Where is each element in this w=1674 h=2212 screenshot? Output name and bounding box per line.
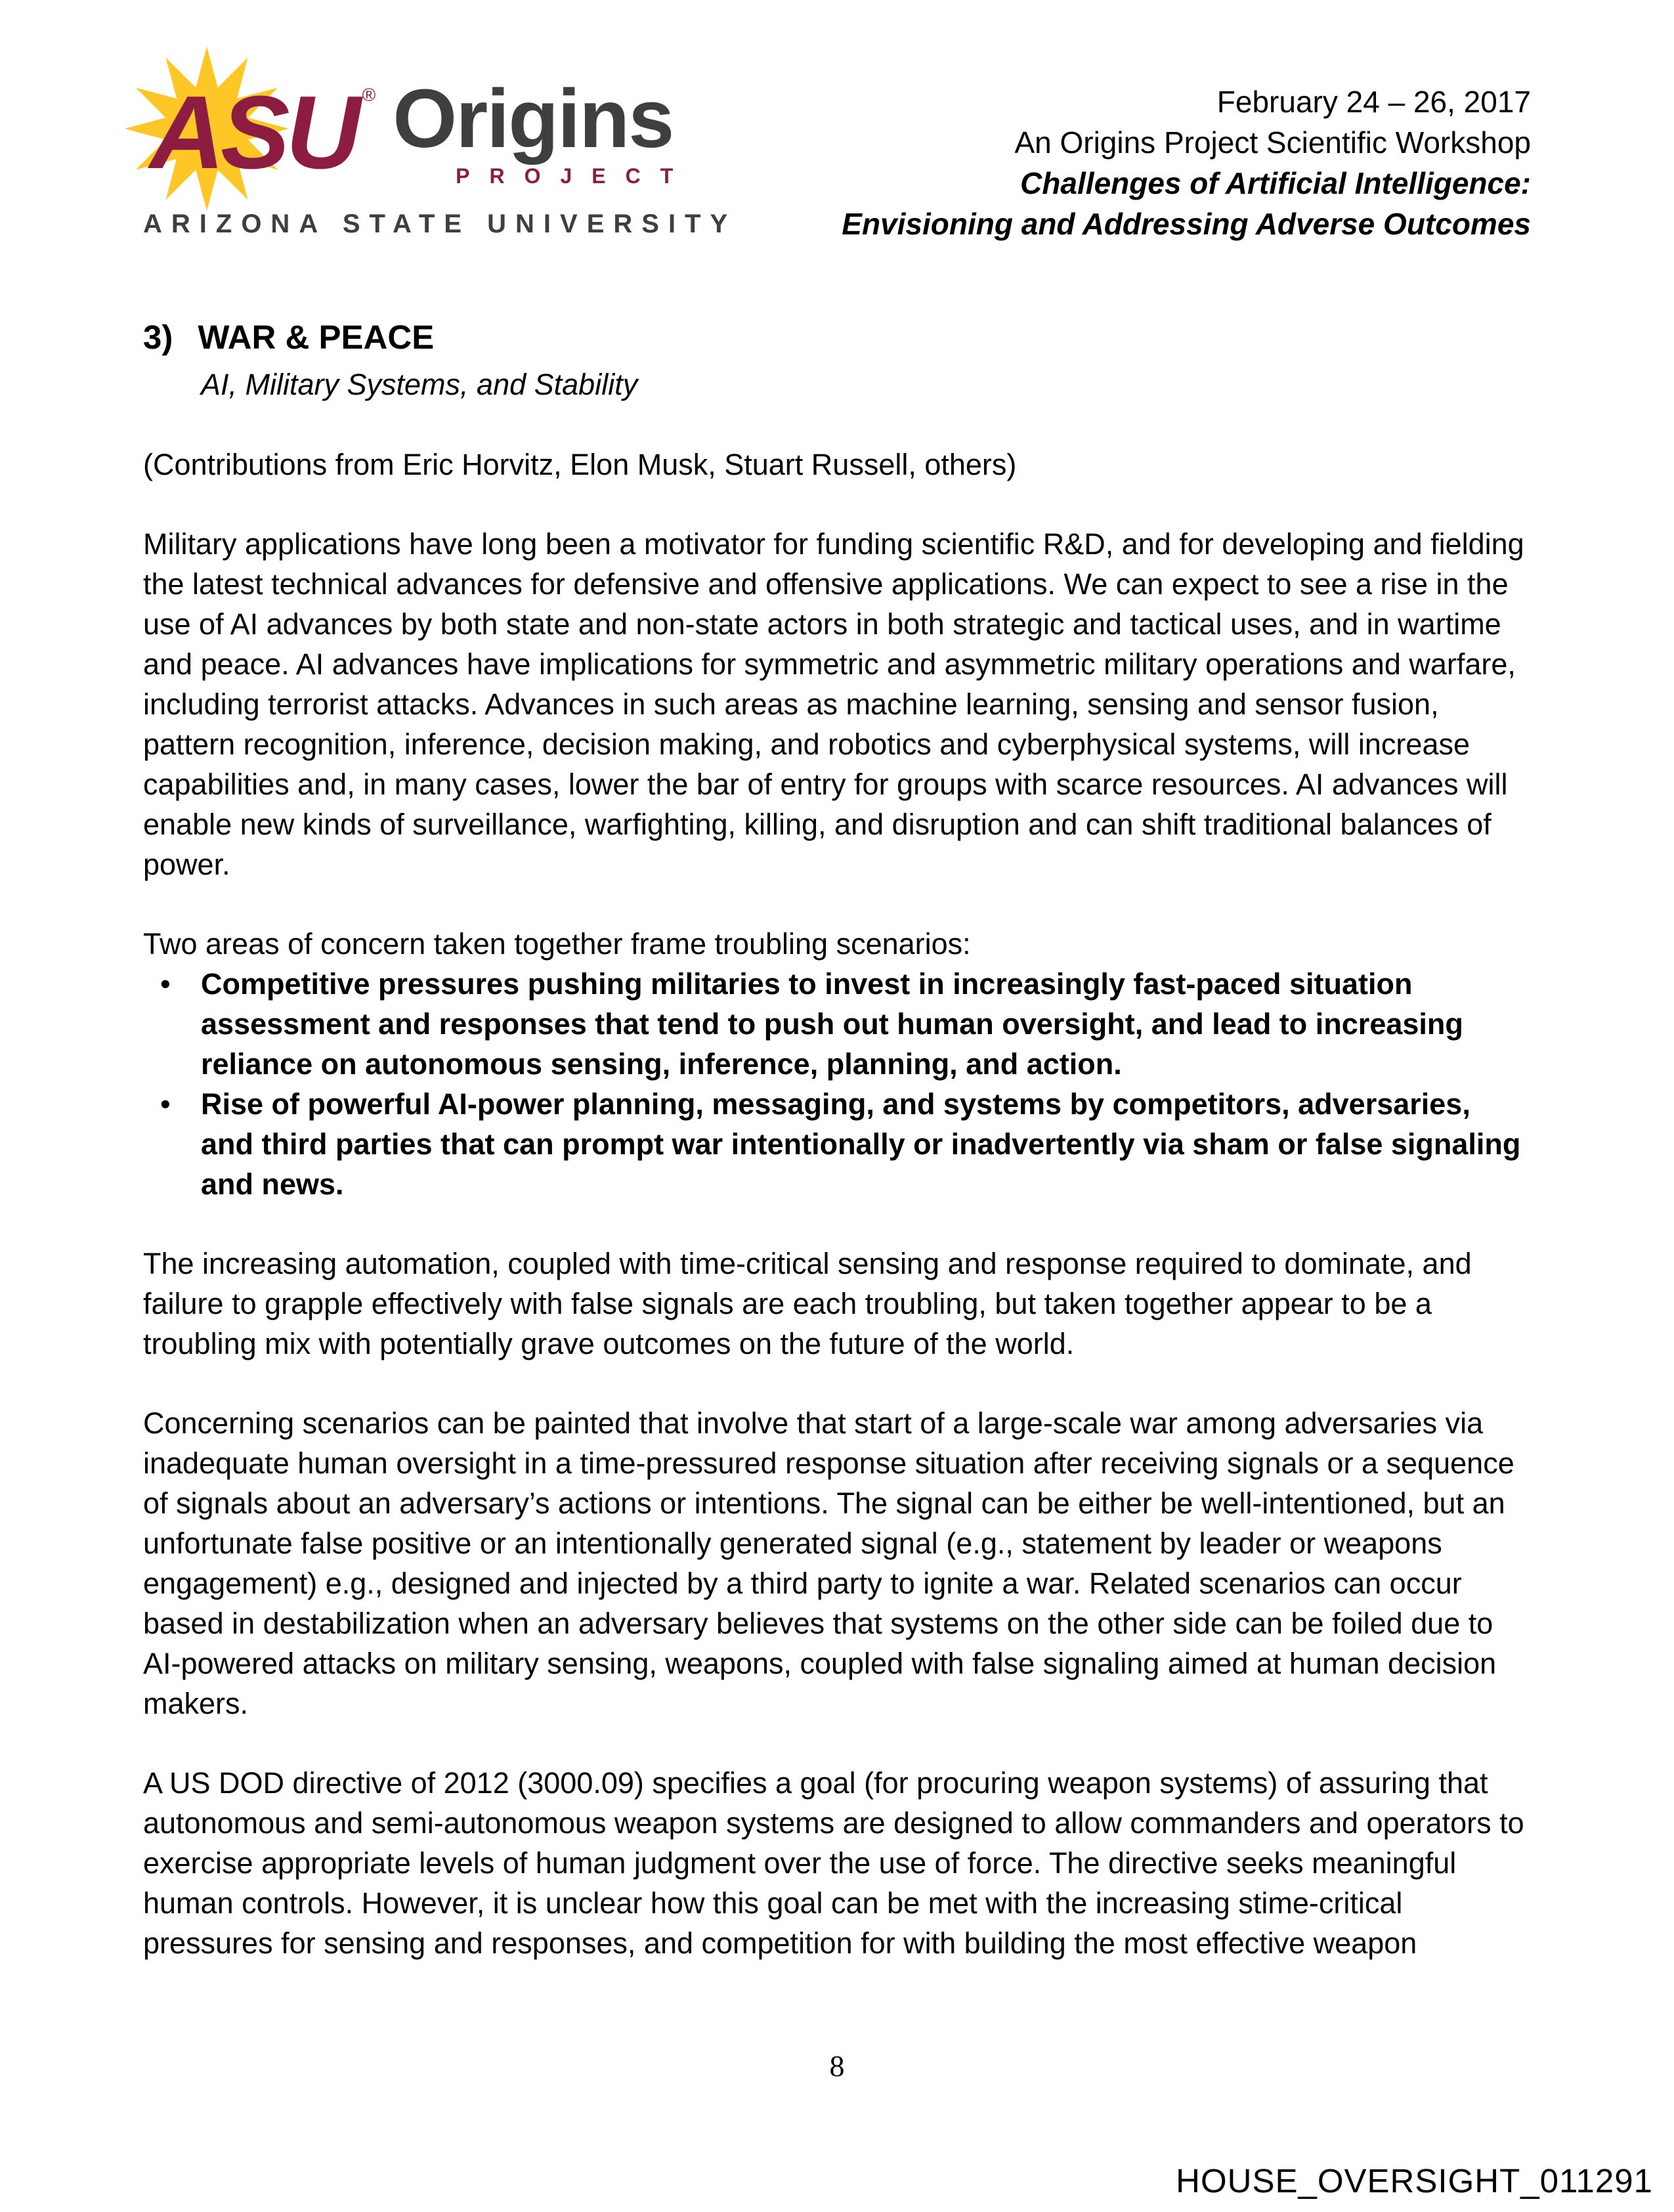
bullet-text-ai-power-planning: Rise of powerful AI-power planning, messaging, and systems by competitors, adversaries, and third parties that can prompt war intentionally or inadvertently via sham or false signaling and news. [201, 1087, 1521, 1201]
workshop-title-line2: Envisioning and Addressing Adverse Outcomes [842, 207, 1531, 241]
bullet-text-competitive-pressures: Competitive pressures pushing militaries to invest in increasingly fast-paced situation assessment and responses that tend to push out human oversight, and lead to increasing reliance on autonomous sensing, inference, planning, and action. [201, 967, 1463, 1081]
asu-logo [143, 75, 376, 192]
bullet-icon: • [160, 1087, 171, 1121]
concern-bullet-list [143, 964, 1531, 1204]
two-areas-intro: Two areas of concern taken together frame troubling scenarios: [143, 927, 971, 961]
page-header [0, 0, 1674, 244]
paragraph-military-applications: Military applications have long been a motivator for funding scientific R&D, and for developing and fielding the latest technical advances for defensive and offensive applications. We can expect to see a rise in the use of AI advances by both state and non-state actors in both strategic and tactical uses, and in wartime and peace. AI advances have implications for symmetric and asymmetric military operations and warfare, including terrorist attacks. Advances in such areas as machine learning, sensing and sensor fusion, pattern recognition, inference, decision making, and robotics and cyberphysical systems, will increase capabilities and, in many cases, lower the bar of entry for groups with scarce resources. AI advances will enable new kinds of surveillance, warfighting, killing, and disruption and can shift traditional balances of power. [143, 527, 1524, 881]
bullet-icon: • [160, 967, 171, 1001]
header-workshop-line: An Origins Project Scientific Workshop [1014, 125, 1531, 160]
document-body [0, 318, 1674, 1963]
project-label: PROJECT [456, 164, 693, 188]
contributions-line: (Contributions from Eric Horvitz, Elon Musk, Stuart Russell, others) [143, 448, 1017, 481]
asu-origins-logo [143, 72, 737, 239]
page-number: 8 [829, 2049, 845, 2083]
paragraph-dod-directive: A US DOD directive of 2012 (3000.09) specifies a goal (for procuring weapon systems) of assuring that autonomous and semi-autonomous weapon systems are designed to allow commanders and operators to exercise appropriate levels of human judgment over the use of force. The directive seeks meaningful human controls. However, it is unclear how this goal can be met with the increasing stime-critical pressures for sensing and responses, and competition for with building the most effective weapon [143, 1766, 1524, 1960]
paragraph-concerning-scenarios: Concerning scenarios can be painted that involve that start of a large-scale war among adversaries via inadequate human oversight in a time-pressured response situation after receiving signals or a sequence of signals about an adversary’s actions or intentions. The signal can be either be well-intentioned, but an unfortunate false positive or an intentionally generated signal (e.g., statement by leader or weapons engagement) e.g., designed and injected by a third party to ignite a war. Related scenarios can occur based in destabilization when an adversary believes that systems on the other side can be foiled due to AI-powered attacks on military sensing, weapons, coupled with false signaling aimed at human decision makers. [143, 1406, 1514, 1720]
section-title: WAR & PEACE [198, 318, 435, 356]
logo-top-row [143, 72, 708, 192]
university-label: ARIZONA STATE UNIVERSITY [143, 209, 737, 238]
bates-stamp: HOUSE_OVERSIGHT_011291 [1176, 2162, 1653, 2200]
list-item [143, 964, 1531, 1084]
workshop-title-line1: Challenges of Artificial Intelligence: [1020, 166, 1531, 200]
section-number: 3) [143, 318, 173, 356]
origins-wordmark-block [393, 72, 693, 192]
header-meta [842, 77, 1531, 244]
list-item [143, 1084, 1531, 1204]
section-heading [143, 318, 1531, 357]
header-date-line: February 24 – 26, 2017 [1216, 85, 1531, 119]
paragraph-increasing-automation: The increasing automation, coupled with time-critical sensing and response required to dominate, and failure to grapple effectively with false signals are each troubling, but taken together appear to be a troubling mix with potentially grave outcomes on the future of the world. [143, 1247, 1472, 1360]
asu-letters: ASU [150, 75, 357, 190]
registered-mark: ® [362, 85, 376, 105]
section-subtitle: AI, Military Systems, and Stability [201, 368, 638, 401]
origins-wordmark: Origins [393, 72, 674, 165]
